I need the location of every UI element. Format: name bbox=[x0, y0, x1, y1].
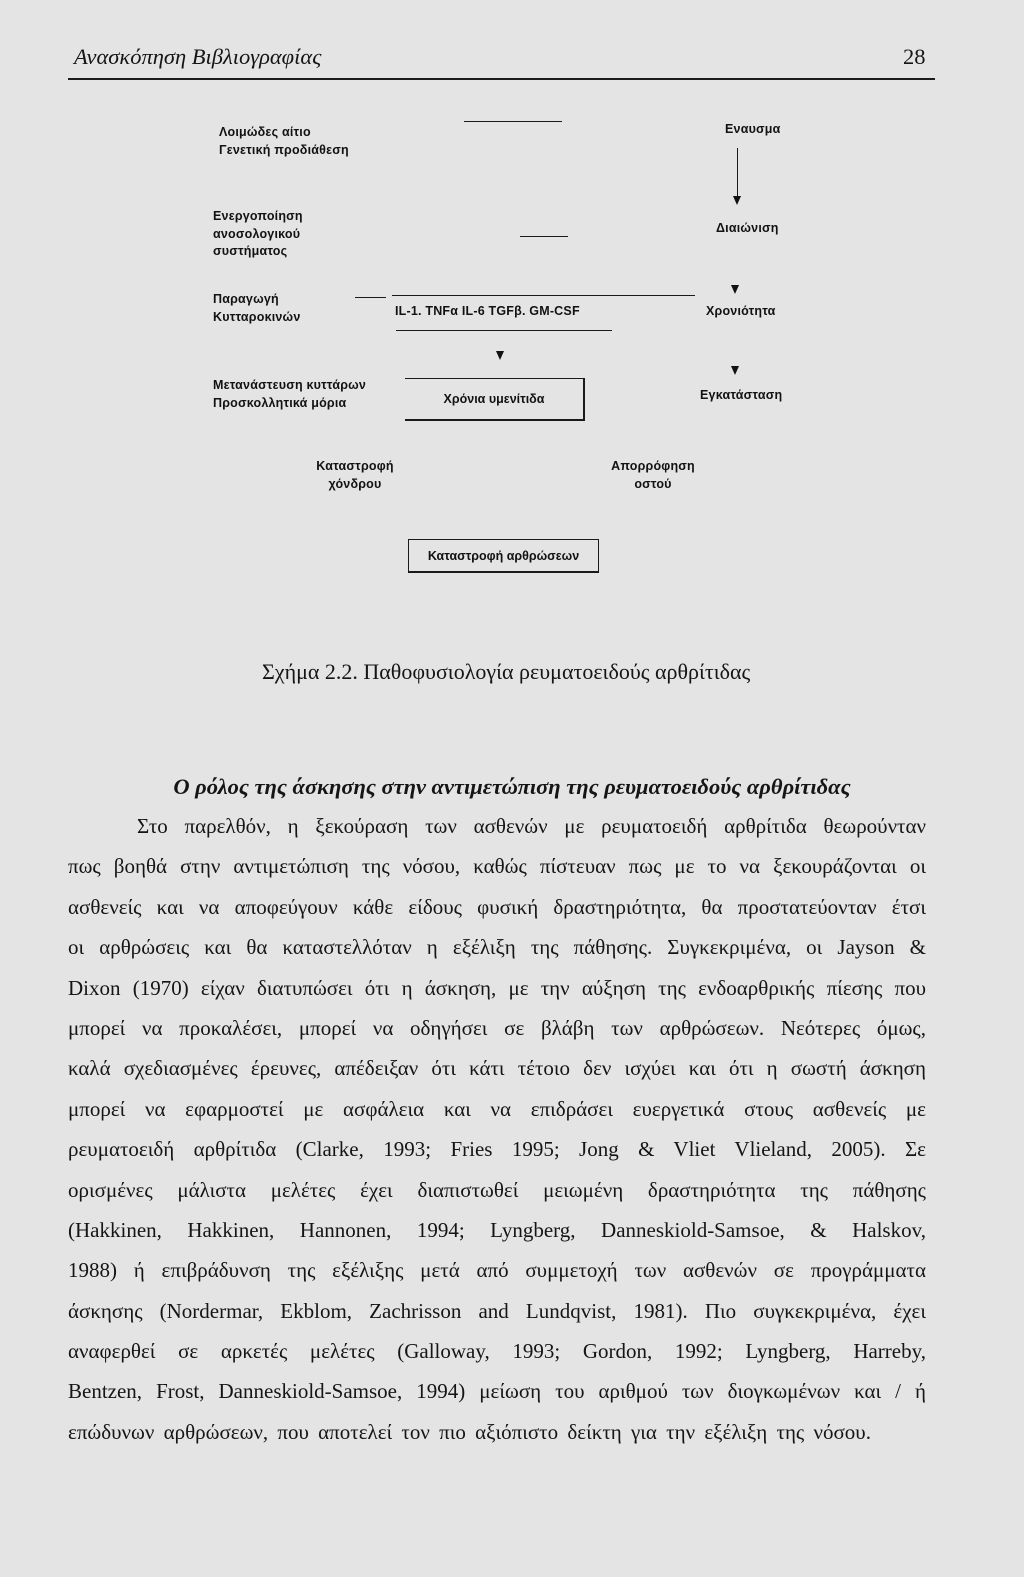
running-header-title: Ανασκόπηση Βιβλιογραφίας bbox=[74, 44, 322, 69]
node-label: Καταστροφή αρθρώσεων bbox=[427, 548, 580, 563]
text-line: πως βοηθά στην αντιμετώπιση της νόσου, καθώς πίστευαν πως με το να ξεκουράζονται οι bbox=[68, 854, 926, 879]
node-label: συστήματος bbox=[213, 244, 288, 258]
section-heading: Ο ρόλος της άσκησης στην αντιμετώπιση της ρευματοειδούς αρθρίτιδας bbox=[173, 774, 851, 799]
node-label: Χρόνια υμενίτιδα bbox=[443, 392, 545, 406]
node-trigger-causes bbox=[219, 124, 349, 159]
node-label: ανοσολογικού bbox=[213, 226, 301, 241]
text-line: αναφερθεί σε αρκετές μελέτες (Galloway, 1993; Gordon, 1992; Lyngberg, Harreby, bbox=[68, 1339, 926, 1364]
node-establishment: Εγκατάσταση bbox=[700, 388, 783, 402]
arrow-down-icon bbox=[731, 366, 739, 375]
node-cytokine-production bbox=[213, 291, 300, 326]
text-line: Dixon (1970) είχαν διατυπώσει ότι η άσκηση, με την αύξηση της ενδοαρθρικής πίεσης που bbox=[68, 975, 926, 1000]
text-line: επώδυνων αρθρώσεων, που αποτελεί τον πιο αξιόπιστο δείκτη για την εξέλιξη της νόσου. bbox=[68, 1419, 871, 1444]
pathophysiology-diagram bbox=[0, 0, 1024, 600]
node-joint-destruction-box bbox=[408, 539, 599, 573]
node-trigger: Εναυσμα bbox=[725, 122, 781, 136]
text-line: μπορεί να εφαρμοστεί με ασφάλεια και να επιδράσει ευεργετικά στους ασθενείς με bbox=[68, 1096, 926, 1121]
connector-line bbox=[396, 330, 612, 331]
text-line: οι αρθρώσεις και θα καταστελλόταν η εξέλιξη της πάθησης. Συγκεκριμένα, οι Jayson & bbox=[68, 935, 926, 960]
node-label: Απορρόφηση bbox=[611, 459, 695, 473]
connector-line bbox=[355, 297, 386, 298]
node-label: Προσκολλητικά μόρια bbox=[213, 395, 347, 410]
node-bone-resorption bbox=[593, 458, 713, 493]
arrow-down-icon bbox=[731, 285, 739, 294]
node-cytokines: IL-1. TNFα IL-6 TGFβ. GM-CSF bbox=[395, 304, 580, 318]
node-label: Μετανάστευση κυττάρων bbox=[213, 378, 367, 392]
node-label: Καταστροφή bbox=[316, 459, 394, 473]
node-label: οστού bbox=[634, 476, 672, 491]
text-line: μπορεί να προκαλέσει, μπορεί να οδηγήσει σε βλάβη των αρθρώσεων. Νεότερες όμως, bbox=[68, 1015, 926, 1040]
page-number: 28 bbox=[903, 44, 926, 69]
arrow-down-icon bbox=[496, 351, 504, 360]
node-chronicity: Χρονιότητα bbox=[706, 304, 776, 318]
text-line: ρευματοειδή αρθρίτιδα (Clarke, 1993; Fries 1995; Jong & Vliet Vlieland, 2005). Σε bbox=[68, 1137, 926, 1162]
node-label: Γενετική προδιάθεση bbox=[219, 142, 349, 157]
figure-caption: Σχήμα 2.2. Παθοφυσιολογία ρευματοειδούς αρθρίτιδας bbox=[262, 659, 751, 684]
text-line: Στο παρελθόν, η ξεκούραση των ασθενών με ρευματοειδή αρθρίτιδα θεωρούνταν bbox=[137, 814, 926, 838]
node-label: χόνδρου bbox=[328, 476, 382, 491]
node-cell-migration bbox=[213, 377, 366, 412]
connector-line bbox=[737, 148, 738, 197]
text-line: άσκησης (Nordermar, Ekblom, Zachrisson and Lundqvist, 1981). Πιο συγκεκριμένα, έχει bbox=[68, 1298, 926, 1323]
connector-line bbox=[520, 236, 568, 237]
node-label: Παραγωγή bbox=[213, 292, 279, 306]
node-label: Κυτταροκινών bbox=[213, 309, 301, 324]
text-line: 1988) ή επιβράδυνση της εξέλιξης μετά από συμμετοχή των ασθενών σε προγράμματα bbox=[68, 1258, 926, 1283]
text-line: Bentzen, Frost, Danneskiold-Samsoe, 1994) μείωση του αριθμού των διογκωμένων και / ή bbox=[68, 1379, 926, 1404]
node-label: Ενεργοποίηση bbox=[213, 209, 303, 223]
section-body bbox=[68, 806, 926, 1452]
node-cartilage-destruction bbox=[295, 458, 415, 493]
text-line: (Hakkinen, Hakkinen, Hannonen, 1994; Lyngberg, Danneskiold-Samsoe, & Halskov, bbox=[68, 1217, 926, 1242]
node-perpetuation: Διαιώνιση bbox=[716, 221, 779, 235]
connector-line bbox=[392, 295, 695, 296]
arrow-down-icon bbox=[733, 196, 741, 205]
text-line: ασθενείς και να αποφεύγουν κάθε είδους φυσική δραστηριότητα, θα προστατεύονταν έτσι bbox=[68, 894, 926, 919]
node-synovitis-box bbox=[405, 378, 585, 421]
node-label: Λοιμώδες αίτιο bbox=[219, 125, 311, 139]
text-line: ορισμένες μάλιστα μελέτες έχει διαπιστωθεί μειωμένη δραστηριότητα της πάθησης bbox=[68, 1177, 926, 1202]
connector-line bbox=[464, 121, 562, 122]
node-immune-activation bbox=[213, 208, 303, 261]
text-line: καλά σχεδιασμένες έρευνες, απέδειξαν ότι κάτι τέτοιο δεν ισχύει και ότι η σωστή άσκηση bbox=[68, 1056, 926, 1081]
